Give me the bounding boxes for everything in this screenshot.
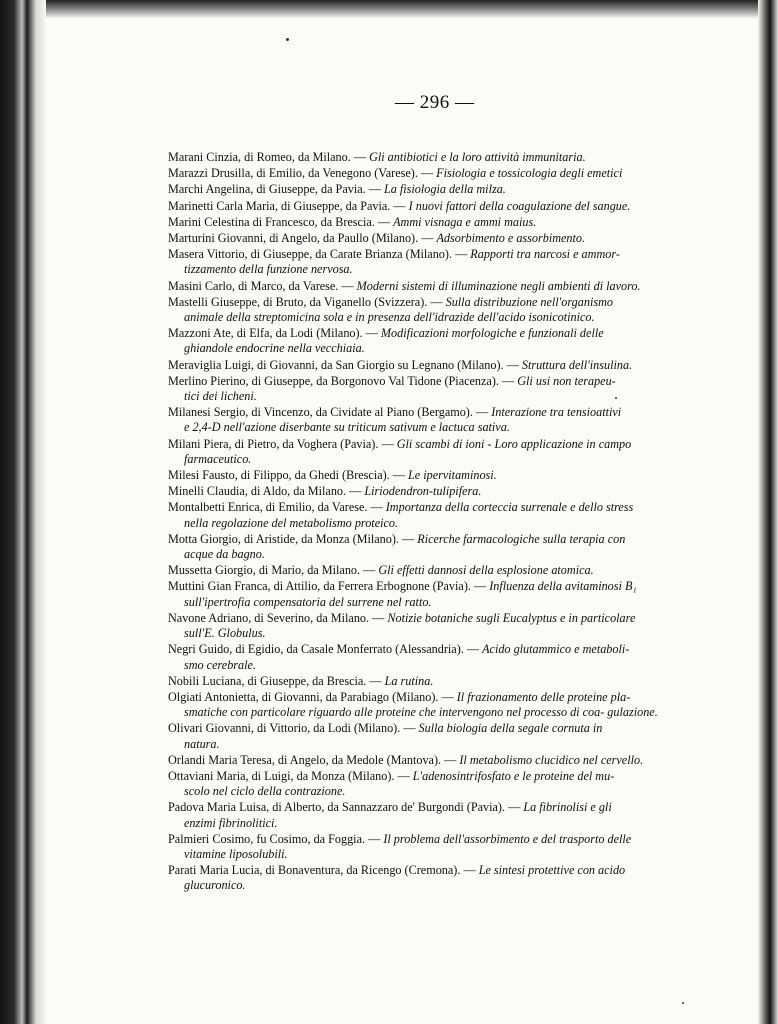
entry-title: Influenza della avitaminosi B₁ <box>489 579 637 594</box>
entry-name: Masera Vittorio, di Giuseppe, da Carate Brianza (Milano). <box>168 247 453 262</box>
list-item: Milani Piera, di Pietro, da Voghera (Pavia). — Gli scambi di ioni - Loro applicazione in campo farmaceutico. <box>168 437 712 467</box>
entry-name: Olgiati Antonietta, di Giovanni, da Parabiago (Milano). <box>168 689 439 704</box>
entry-name: Nobili Luciana, di Giuseppe, da Brescia. <box>168 673 367 688</box>
list-item: Marchi Angelina, di Giuseppe, da Pavia. — La fisiologia della milza. <box>168 182 506 197</box>
entry-title: Gli effetti dannosi della esplosione atomica. <box>378 563 594 578</box>
list-item: Padova Maria Luisa, di Alberto, da Sannazzaro de' Burgondi (Pavia). — La fibrinolisi e gli enzimi fibrinolitici. <box>168 800 712 830</box>
list-item: Marini Celestina di Francesco, da Brescia. — Ammi visnaga e ammi maius. <box>168 214 537 229</box>
list-item: Motta Giorgio, di Aristide, da Monza (Milano). — Ricerche farmacologiche sulla terapia con acque da bagno. <box>168 532 712 562</box>
entry-title-continuation: smo cerebrale. <box>184 657 256 672</box>
entry-title: Fisiologia e tossicologia degli emetici <box>436 166 623 181</box>
list-item: Meraviglia Luigi, di Giovanni, da San Giorgio su Legnano (Milano). — Struttura dell'insulina. <box>168 357 633 372</box>
entry-title-continuation: tici dei licheni. <box>184 389 257 404</box>
entry-name: Olivari Giovanni, di Vittorio, da Lodi (Milano). <box>168 721 401 736</box>
entry-title: Rapporti tra narcosi e ammor- <box>470 247 620 262</box>
entry-name: Palmieri Cosimo, fu Cosimo, da Foggia. <box>168 831 366 846</box>
entry-title-continuation: farmaceutico. <box>184 451 252 466</box>
entry-title: Struttura dell'insulina. <box>521 357 633 372</box>
entry-title-continuation: sull'E. Globulus. <box>184 626 266 641</box>
entry-name: Parati Maria Lucia, di Bonaventura, da Ricengo (Cremona). <box>168 863 461 878</box>
entry-name: Mussetta Giorgio, di Mario, da Milano. <box>168 563 361 578</box>
list-item: Milanesi Sergio, di Vincenzo, da Cividate al Piano (Bergamo). — Interazione tra tensioattivi e 2,4-D nell'azione diserbante su triticum sativum e lactuca sativa. <box>168 405 712 435</box>
list-item: Marani Cinzia, di Romeo, da Milano. — Gli antibiotici e la loro attività immunitaria. <box>168 150 586 164</box>
right-scan-edge <box>758 0 778 1024</box>
entry-name: Marchi Angelina, di Giuseppe, da Pavia. <box>168 182 366 197</box>
list-item: Parati Maria Lucia, di Bonaventura, da Ricengo (Cremona). — Le sintesi protettive con acido glucuronico. <box>168 863 712 893</box>
entry-title-continuation: sull'ipertrofia compensatoria del surrene nel ratto. <box>184 594 432 609</box>
entry-title-continuation: glucuronico. <box>184 878 246 893</box>
entry-name: Motta Giorgio, di Aristide, da Monza (Milano). <box>168 531 399 546</box>
entry-title: Gli antibiotici e la loro attività immunitaria. <box>369 150 586 164</box>
entry-title: Le ipervitaminosi. <box>408 468 497 483</box>
list-item: Montalbetti Enrica, di Emilio, da Varese. — Importanza della corteccia surrenale e dello stress nella regolazione del metabolismo proteico. <box>168 500 712 530</box>
scan-speck <box>286 38 289 41</box>
entry-title: Adsorbimento e assorbimento. <box>436 231 586 246</box>
entry-title: Sulla distribuzione nell'organismo <box>445 294 613 309</box>
entry-title-continuation: natura. <box>184 736 220 751</box>
list-item: Mussetta Giorgio, di Mario, da Milano. — Gli effetti dannosi della esplosione atomica. <box>168 563 594 578</box>
entry-title-continuation: animale della streptomicina sola e in presenza dell'idrazide dell'acido isonicotinico. <box>184 310 595 325</box>
list-item: Marinetti Carla Maria, di Giuseppe, da Pavia. — I nuovi fattori della coagulazione del sangue. <box>168 198 631 213</box>
entry-title: Interazione tra tensioattivi <box>491 405 622 420</box>
entry-title-continuation: tizzamento della funzione nervosa. <box>184 262 353 277</box>
list-item: Olivari Giovanni, di Vittorio, da Lodi (Milano). — Sulla biologia della segale cornuta in natura. <box>168 721 712 751</box>
entry-title-continuation: scolo nel ciclo della contrazione. <box>184 784 346 799</box>
list-item: Orlandi Maria Teresa, di Angelo, da Medole (Mantova). — Il metabolismo clucidico nel cervello. <box>168 752 644 767</box>
list-item: Negri Guido, di Egidio, da Casale Monferrato (Alessandria). — Acido glutammico e metaboli- smo cerebrale. <box>168 642 712 672</box>
entry-name: Marazzi Drusilla, di Emilio, da Venegono (Varese). <box>168 166 418 181</box>
list-item: Marazzi Drusilla, di Emilio, da Venegono (Varese). — Fisiologia e tossicologia degli emetici <box>168 166 623 181</box>
list-item: Navone Adriano, di Severino, da Milano. — Notizie botaniche sugli Eucalyptus e in particolare sull'E. Globulus. <box>168 611 712 641</box>
entry-name: Masini Carlo, di Marco, da Varese. <box>168 278 339 293</box>
entry-title-continuation: nella regolazione del metabolismo proteico. <box>184 515 399 530</box>
entry-title: La fibrinolisi e gli <box>523 800 612 815</box>
entry-name: Mastelli Giuseppe, di Bruto, da Viganello (Svizzera). <box>168 294 428 309</box>
entry-title: Moderni sistemi di illuminazione negli ambienti di lavoro. <box>356 278 641 293</box>
entry-title: Il frazionamento delle proteine pla- <box>456 689 631 704</box>
entry-name: Montalbetti Enrica, di Emilio, da Varese. <box>168 500 368 515</box>
entry-name: Ottaviani Maria, di Luigi, da Monza (Milano). <box>168 768 395 783</box>
list-item: Masera Vittorio, di Giuseppe, da Carate Brianza (Milano). — Rapporti tra narcosi e ammor- tizzamento della funzione nervosa. <box>168 247 712 277</box>
binding-shadow <box>0 0 46 1024</box>
list-item: Nobili Luciana, di Giuseppe, da Brescia. — La rutina. <box>168 673 434 688</box>
entry-title: La fisiologia della milza. <box>383 182 506 197</box>
entry-title: Sulla biologia della segale cornuta in <box>418 721 603 736</box>
entry-name: Milesi Fausto, di Filippo, da Ghedi (Brescia). <box>168 468 390 483</box>
entry-name: Navone Adriano, di Severino, da Milano. <box>168 610 370 625</box>
list-item: Minelli Claudia, di Aldo, da Milano. — Liriodendron-tulipifera. <box>168 484 482 499</box>
entry-title-continuation: smatiche con particolare riguardo alle proteine che intervengono nel processo di coa- gulazione. <box>184 705 658 720</box>
list-item: Mastelli Giuseppe, di Bruto, da Viganello (Svizzera). — Sulla distribuzione nell'organismo animale della streptomicina sola e in presenza dell'idrazide dell'acido isonicotinico. <box>168 295 712 325</box>
entry-title-continuation: acque da bagno. <box>184 547 265 562</box>
entry-name: Negri Guido, di Egidio, da Casale Monferrato (Alessandria). <box>168 642 464 657</box>
entry-title-continuation: enzimi fibrinolitici. <box>184 815 278 830</box>
entry-name: Minelli Claudia, di Aldo, da Milano. <box>168 484 347 499</box>
scan-speck <box>682 1002 684 1004</box>
list-item: Milesi Fausto, di Filippo, da Ghedi (Brescia). — Le ipervitaminosi. <box>168 468 497 483</box>
entry-title: Gli usi non terapeu- <box>517 373 616 388</box>
entry-name: Marani Cinzia, di Romeo, da Milano. <box>168 150 351 164</box>
entry-title: La rutina. <box>384 673 434 688</box>
entry-name: Milani Piera, di Pietro, da Voghera (Pavia). <box>168 436 379 451</box>
page-number: — 296 — <box>395 92 475 113</box>
entry-name: Marini Celestina di Francesco, da Brescia. <box>168 214 375 229</box>
entry-title-continuation: vitamine liposolubili. <box>184 846 288 861</box>
list-item: Mazzoni Ate, di Elfa, da Lodi (Milano). — Modificazioni morfologiche e funzionali delle ghiandole endocrine nella vecchiaia. <box>168 326 712 356</box>
entry-name: Muttini Gian Franca, di Attilio, da Ferrera Erbognone (Pavia). <box>168 579 471 594</box>
entry-title: Liriodendron-tulipifera. <box>364 484 482 499</box>
entry-title: Ammi visnaga e ammi maius. <box>393 214 537 229</box>
entry-title: Importanza della corteccia surrenale e dello stress <box>385 500 634 515</box>
entry-name: Padova Maria Luisa, di Alberto, da Sannazzaro de' Burgondi (Pavia). <box>168 800 506 815</box>
entry-title: Acido glutammico e metaboli- <box>482 642 630 657</box>
entry-title: Il problema dell'assorbimento e del trasporto delle <box>383 831 632 846</box>
list-item: Merlino Pierino, di Giuseppe, da Borgonovo Val Tidone (Piacenza). — Gli usi non terapeu- tici dei licheni. <box>168 374 712 404</box>
list-item: Ottaviani Maria, di Luigi, da Monza (Milano). — L'adenosintrifosfato e le proteine del mu- scolo nel ciclo della contrazione. <box>168 769 712 799</box>
entry-title-continuation: ghiandole endocrine nella vecchiaia. <box>184 341 365 356</box>
entry-title: I nuovi fattori della coagulazione del sangue. <box>408 198 631 213</box>
entry-name: Marinetti Carla Maria, di Giuseppe, da Pavia. <box>168 198 391 213</box>
list-item: Muttini Gian Franca, di Attilio, da Ferrera Erbognone (Pavia). — Influenza della avitaminosi B₁ sull'ipertrofia compensatoria del surrene nel ratto. <box>168 579 712 609</box>
entry-title: Il metabolismo clucidico nel cervello. <box>459 752 644 767</box>
entry-name: Marturini Giovanni, di Angelo, da Paullo (Milano). <box>168 231 419 246</box>
entry-list <box>168 150 712 895</box>
entry-title: L'adenosintrifosfato e le proteine del mu- <box>412 768 615 783</box>
entry-title-continuation: e 2,4-D nell'azione diserbante su triticum sativum e lactuca sativa. <box>184 420 510 435</box>
entry-name: Merlino Pierino, di Giuseppe, da Borgonovo Val Tidone (Piacenza). <box>168 373 499 388</box>
list-item: Olgiati Antonietta, di Giovanni, da Parabiago (Milano). — Il frazionamento delle proteine pla- smatiche con particolare riguardo alle proteine che intervengono nel processo di coa- gulazione. <box>168 690 712 720</box>
top-scan-edge <box>0 0 778 18</box>
entry-name: Orlandi Maria Teresa, di Angelo, da Medole (Mantova). <box>168 752 442 767</box>
scan-speck <box>615 397 617 399</box>
list-item: Marturini Giovanni, di Angelo, da Paullo (Milano). — Adsorbimento e assorbimento. <box>168 231 586 246</box>
entry-name: Milanesi Sergio, di Vincenzo, da Cividate al Piano (Bergamo). <box>168 405 473 420</box>
list-item: Masini Carlo, di Marco, da Varese. — Moderni sistemi di illuminazione negli ambienti di lavoro. <box>168 278 641 293</box>
entry-title: Ricerche farmacologiche sulla terapia con <box>417 531 626 546</box>
entry-title: Modificazioni morfologiche e funzionali delle <box>380 326 604 341</box>
entry-title: Gli scambi di ioni - Loro applicazione in campo <box>396 436 632 451</box>
entry-title: Le sintesi protettive con acido <box>478 863 626 878</box>
entry-title: Notizie botaniche sugli Eucalyptus e in particolare <box>387 610 636 625</box>
list-item: Palmieri Cosimo, fu Cosimo, da Foggia. — Il problema dell'assorbimento e del trasporto delle vitamine liposolubili. <box>168 832 712 862</box>
entry-name: Meraviglia Luigi, di Giovanni, da San Giorgio su Legnano (Milano). <box>168 357 504 372</box>
entry-name: Mazzoni Ate, di Elfa, da Lodi (Milano). <box>168 326 363 341</box>
